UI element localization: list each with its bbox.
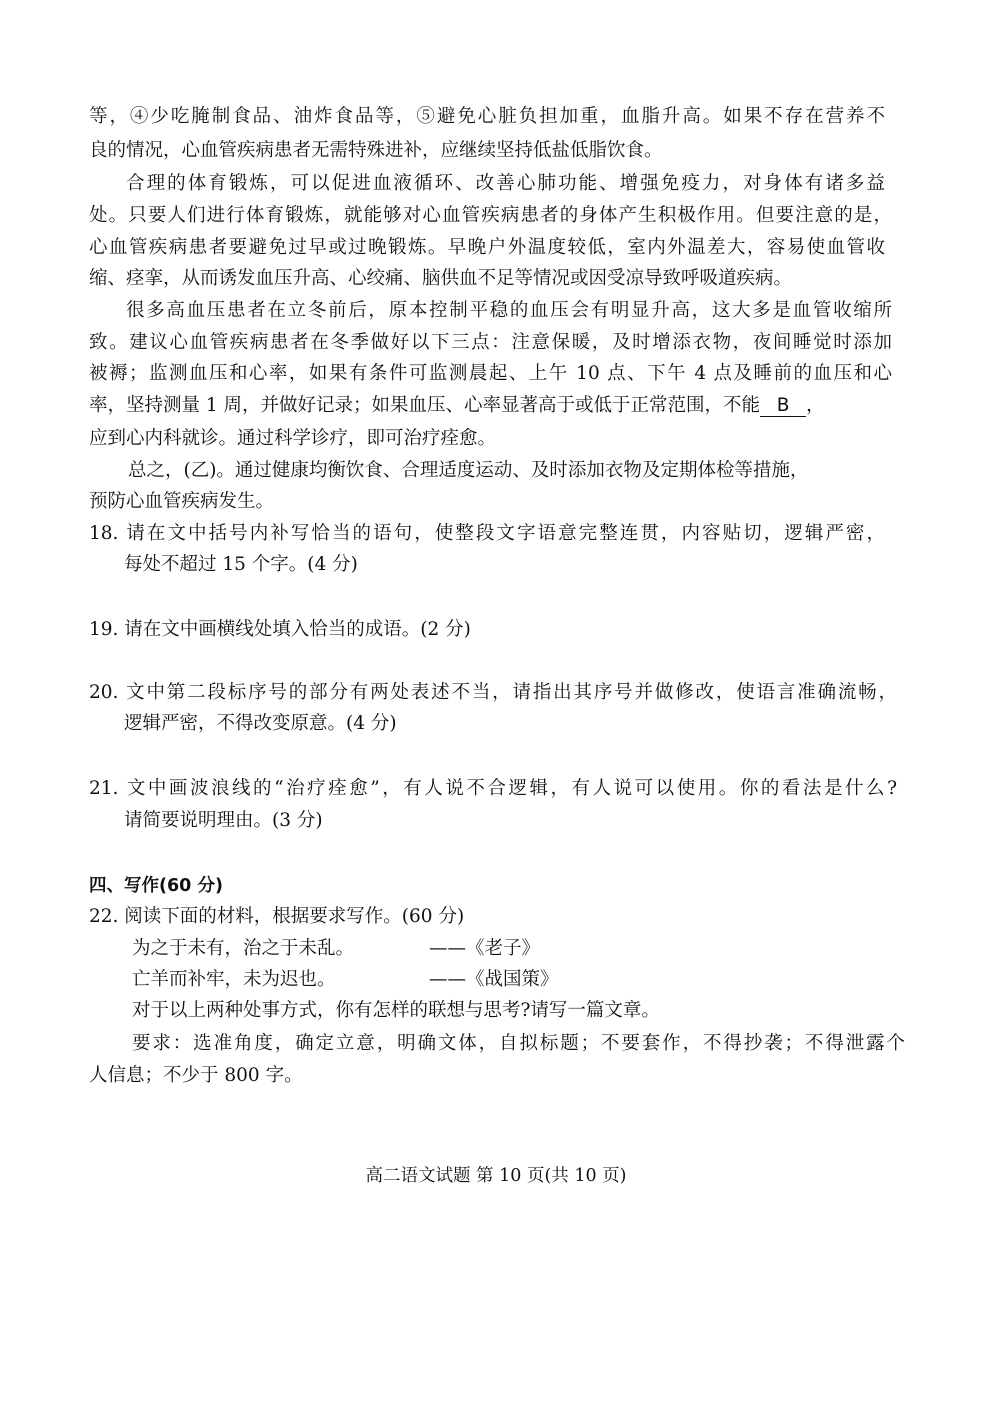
writing-requirements: 要求：选准角度，确定立意，明确文体，自拟标题；不要套作，不得抄袭；不得泄露个 — [132, 1033, 905, 1054]
passage-line: 致。建议心血管疾病患者在冬季做好以下三点：注意保暖，及时增添衣物，夜间睡觉时添加 — [89, 332, 892, 353]
passage-line: 预防心血管疾病发生。 — [89, 491, 275, 512]
quote-source: ——《老子》 — [429, 938, 541, 959]
passage-text: ， — [806, 395, 825, 416]
writing-prompt: 对于以上两种处事方式，你有怎样的联想与思考?请写一篇文章。 — [132, 1000, 660, 1021]
writing-requirements-cont: 人信息；不少于 800 字。 — [89, 1065, 303, 1086]
passage-line: 合理的体育锻炼，可以促进血液循环、改善心肺功能、增强免疫力，对身体有诸多益 — [126, 173, 885, 194]
quote-text: 亡羊而补牢，未为迟也。 — [132, 969, 336, 990]
question-19: 19. 请在文中画横线处填入恰当的成语。(2 分) — [89, 619, 471, 640]
passage-line: 心血管疾病患者要避免过早或过晚锻炼。早晚户外温度较低，室内外温差大，容易使血管收 — [89, 237, 885, 258]
passage-line: 等，④少吃腌制食品、油炸食品等，⑤避免心脏负担加重，血脂升高。如果不存在营养不 — [89, 106, 885, 127]
quote-text: 为之于未有，治之于未乱。 — [132, 938, 355, 959]
question-18: 18. 请在文中括号内补写恰当的语句，使整段文字语意完整连贯，内容贴切，逻辑严密， — [89, 523, 885, 544]
passage-line: 很多高血压患者在立冬前后，原本控制平稳的血压会有明显升高，这大多是血管收缩所 — [126, 300, 892, 321]
passage-line: 处。只要人们进行体育锻炼，就能够对心血管疾病患者的身体产生积极作用。但要注意的是， — [89, 205, 892, 226]
quote-source: ——《战国策》 — [429, 969, 559, 990]
passage-text: 率，坚持测量 1 周，并做好记录；如果血压、心率显著高于或低于正常范围，不能 — [89, 395, 761, 416]
question-20-cont: 逻辑严密，不得改变原意。(4 分) — [124, 713, 397, 734]
section-title: 四、写作(60 分) — [89, 876, 223, 896]
question-22: 22. 阅读下面的材料，根据要求写作。(60 分) — [89, 906, 465, 927]
passage-line: 良的情况，心血管疾病患者无需特殊进补，应继续坚持低盐低脂饮食。 — [89, 140, 663, 161]
question-21: 21. 文中画波浪线的“治疗痊愈”，有人说不合逻辑，有人说可以使用。你的看法是什么? — [89, 778, 897, 799]
question-18-cont: 每处不超过 15 个字。(4 分) — [124, 554, 358, 575]
passage-line — [89, 394, 825, 418]
page-footer: 高二语文试题 第 10 页(共 10 页) — [365, 1166, 627, 1186]
passage-line: 被褥；监测血压和心率，如果有条件可监测晨起、上午 10 点、下午 4 点及睡前的血压和心 — [89, 363, 892, 384]
passage-line: 总之，(乙)。通过健康均衡饮食、合理适度运动、及时添加衣物及定期体检等措施， — [128, 460, 809, 481]
passage-line: 应到心内科就诊。通过科学诊疗，即可治疗痊愈。 — [89, 428, 497, 449]
question-20: 20. 文中第二段标序号的部分有两处表述不当，请指出其序号并做修改，使语言准确流畅， — [89, 682, 897, 703]
passage-line: 缩、痉挛，从而诱发血压升高、心绞痛、脑供血不足等情况或因受凉导致呼吸道疾病。 — [89, 268, 793, 289]
fill-in-blank: B — [760, 396, 806, 417]
question-21-cont: 请简要说明理由。(3 分) — [124, 810, 323, 831]
